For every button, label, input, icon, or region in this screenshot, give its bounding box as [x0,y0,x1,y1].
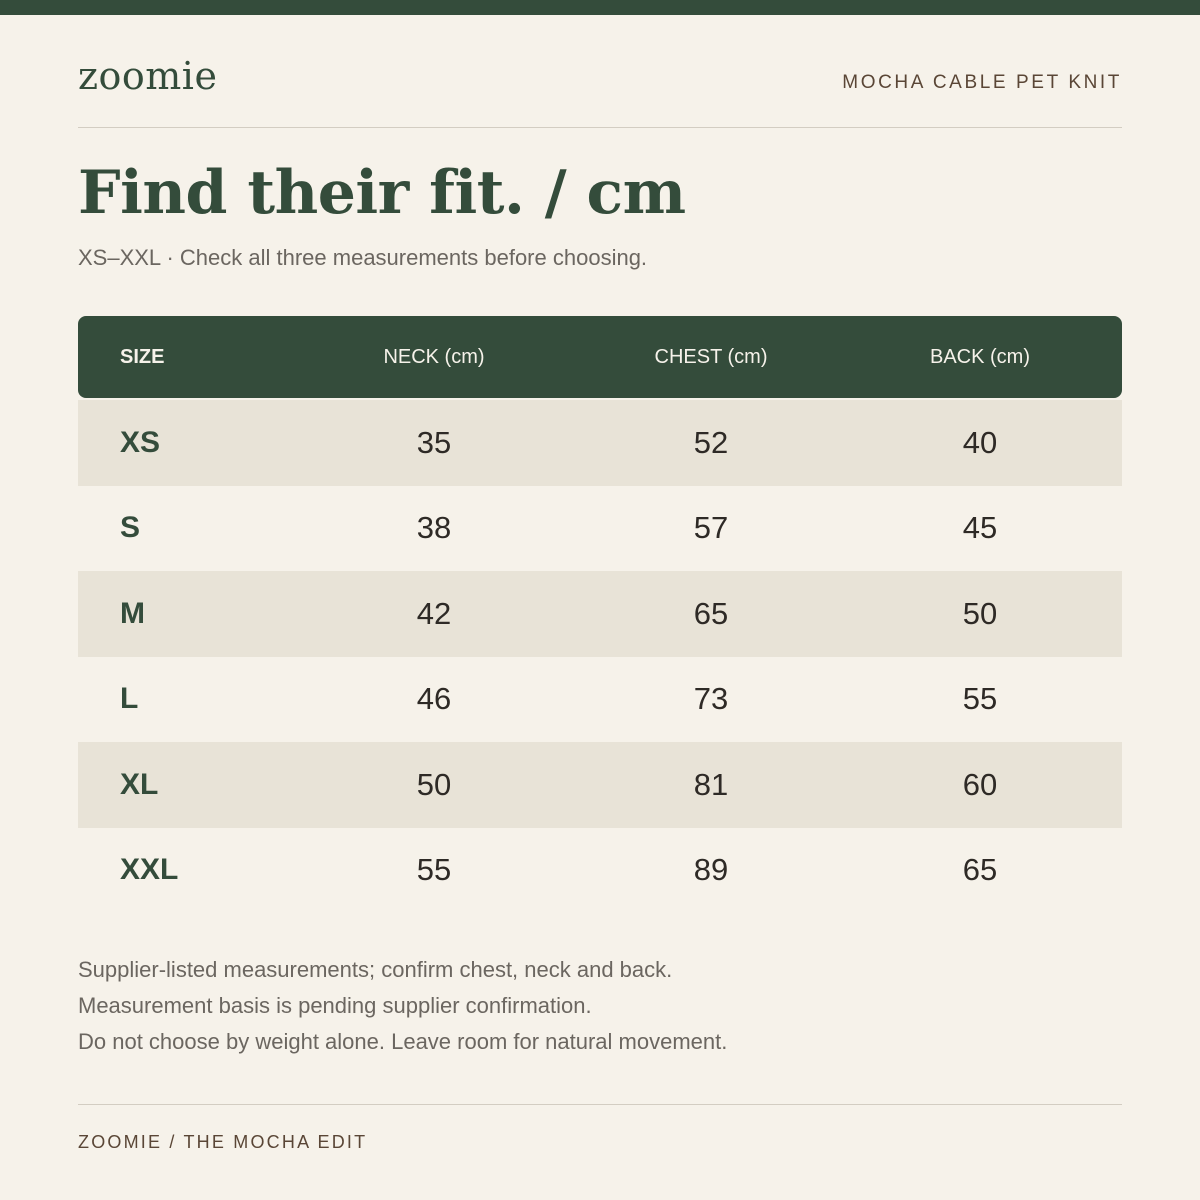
top-accent-bar [0,0,1200,15]
header [78,52,1122,128]
brand-logo[interactable]: zoomie [78,54,218,98]
page-subtitle: XS–XXL · Check all three measurements before choosing. [78,245,648,270]
note-line: Supplier-listed measurements; confirm chest, neck and back. [78,957,673,982]
size-cell: XXL [120,853,179,887]
back-cell: 55 [962,681,998,717]
neck-cell: 42 [416,595,452,631]
header-chest: CHEST (cm) [654,345,768,368]
header-size: SIZE [120,345,165,368]
neck-cell: 46 [416,681,452,717]
neck-cell: 55 [416,852,452,888]
size-cell: XL [120,767,159,801]
size-cell: M [120,596,145,630]
back-cell: 40 [962,424,998,460]
table-body [78,400,1122,913]
table-row [78,742,1122,828]
table-row [78,657,1122,743]
table-row [78,571,1122,657]
chest-cell: 65 [693,595,729,631]
neck-cell: 50 [416,766,452,802]
size-cell: L [120,682,139,716]
chest-cell: 57 [693,510,729,546]
table-row [78,828,1122,914]
neck-cell: 35 [416,424,452,460]
table-row [78,486,1122,572]
chest-cell: 81 [693,766,729,802]
table-header [78,316,1122,398]
back-cell: 65 [962,852,998,888]
neck-cell: 38 [416,510,452,546]
back-cell: 50 [962,595,998,631]
chest-cell: 89 [693,852,729,888]
chest-cell: 52 [693,424,729,460]
product-name: MOCHA CABLE PET KNIT [842,72,1122,93]
page-title: Find their fit. / cm [78,158,686,228]
size-cell: S [120,511,141,545]
chest-cell: 73 [693,681,729,717]
header-neck: NECK (cm) [383,345,485,368]
header-back: BACK (cm) [930,345,1030,368]
footer-text: ZOOMIE / THE MOCHA EDIT [78,1132,368,1152]
table-row [78,400,1122,486]
footer-divider [78,1104,1122,1105]
note-line: Do not choose by weight alone. Leave room for natural movement. [78,1029,728,1054]
note-line: Measurement basis is pending supplier confirmation. [78,993,592,1018]
size-cell: XS [120,425,161,459]
size-chart-table [78,316,1122,913]
back-cell: 45 [962,510,998,546]
fit-notes [78,952,727,1060]
back-cell: 60 [962,766,998,802]
